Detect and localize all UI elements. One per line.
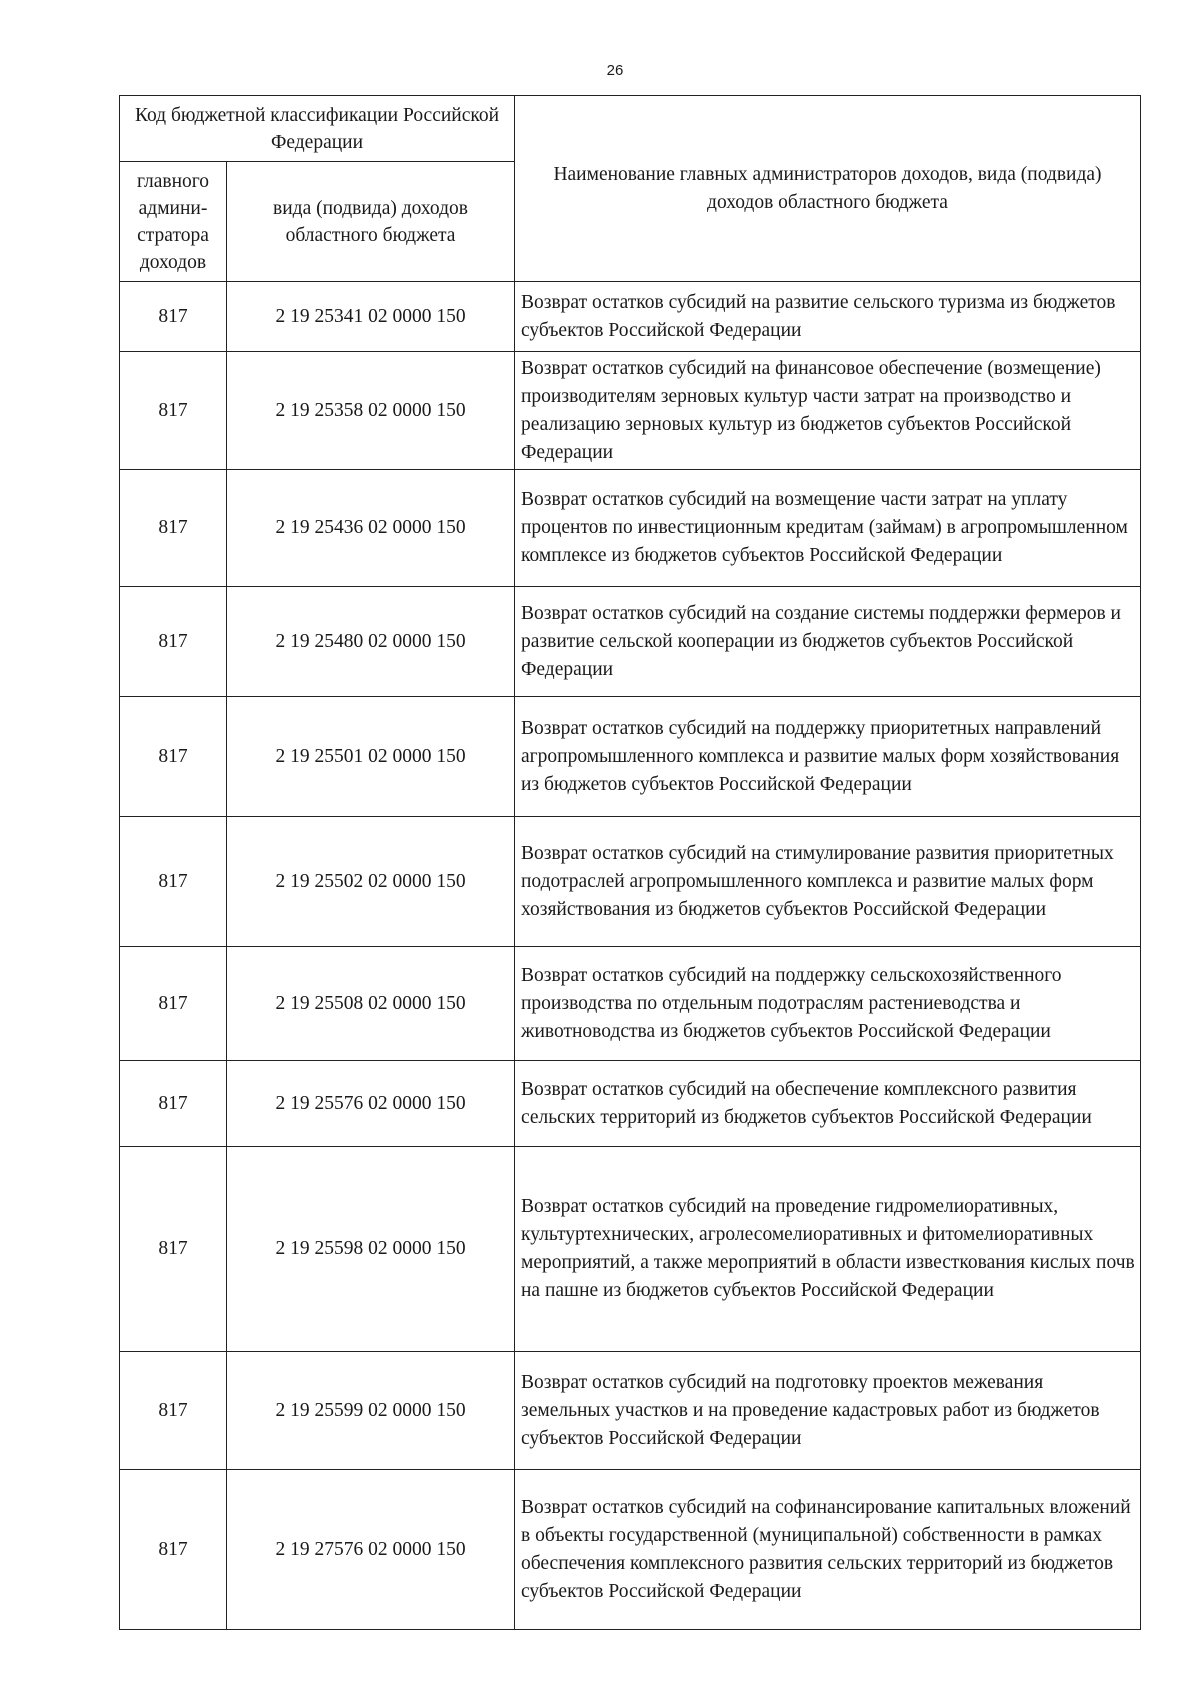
income-name-cell: Возврат остатков субсидий на софинансирование капитальных вложений в объекты государственной (муниципальной) собственности в рамках обеспечения комплексного развития сельских территорий из бюджетов субъектов Российской Федерации bbox=[515, 1470, 1141, 1630]
table-row bbox=[120, 947, 1141, 1061]
administrator-code-cell: 817 bbox=[120, 1147, 227, 1352]
income-code-cell: 2 19 25501 02 0000 150 bbox=[227, 697, 515, 817]
table-header bbox=[120, 96, 1141, 282]
header-budget-code-group: Код бюджетной классификации Российской Федерации bbox=[120, 96, 515, 162]
income-name-cell: Возврат остатков субсидий на подготовку проектов межевания земельных участков и на проведение кадастровых работ из бюджетов субъектов Российской Федерации bbox=[515, 1352, 1141, 1470]
income-name-cell: Возврат остатков субсидий на поддержку сельскохозяйственного производства по отдельным подотраслям растениеводства и животноводства из бюджетов субъектов Российской Федерации bbox=[515, 947, 1141, 1061]
income-name-cell: Возврат остатков субсидий на проведение гидромелиоративных, культуртехнических, агролесомелиоративных и фитомелиоративных мероприятий, а также мероприятий в области известкования кислых почв на пашне из бюджетов субъектов Российской Федерации bbox=[515, 1147, 1141, 1352]
income-code-cell: 2 19 25436 02 0000 150 bbox=[227, 470, 515, 587]
table-row bbox=[120, 1470, 1141, 1630]
income-code-cell: 2 19 25598 02 0000 150 bbox=[227, 1147, 515, 1352]
table-row bbox=[120, 352, 1141, 470]
administrator-code-cell: 817 bbox=[120, 587, 227, 697]
income-name-cell: Возврат остатков субсидий на стимулирование развития приоритетных подотраслей агропромышленного комплекса и развитие малых форм хозяйствования из бюджетов субъектов Российской Федерации bbox=[515, 817, 1141, 947]
administrator-code-cell: 817 bbox=[120, 1470, 227, 1630]
income-code-cell: 2 19 25508 02 0000 150 bbox=[227, 947, 515, 1061]
header-main-administrator: главного админи-стратора доходов bbox=[120, 162, 227, 282]
table-row bbox=[120, 470, 1141, 587]
table-row bbox=[120, 1061, 1141, 1147]
header-administrator-name: Наименование главных администраторов доходов, вида (подвида) доходов областного бюджета bbox=[515, 96, 1141, 282]
table-row bbox=[120, 282, 1141, 352]
administrator-code-cell: 817 bbox=[120, 1352, 227, 1470]
income-name-cell: Возврат остатков субсидий на обеспечение комплексного развития сельских территорий из бюджетов субъектов Российской Федерации bbox=[515, 1061, 1141, 1147]
administrator-code-cell: 817 bbox=[120, 817, 227, 947]
administrator-code-cell: 817 bbox=[120, 282, 227, 352]
income-code-cell: 2 19 25599 02 0000 150 bbox=[227, 1352, 515, 1470]
income-name-cell: Возврат остатков субсидий на поддержку приоритетных направлений агропромышленного комплекса и развитие малых форм хозяйствования из бюджетов субъектов Российской Федерации bbox=[515, 697, 1141, 817]
income-code-cell: 2 19 25358 02 0000 150 bbox=[227, 352, 515, 470]
income-name-cell: Возврат остатков субсидий на создание системы поддержки фермеров и развитие сельской кооперации из бюджетов субъектов Российской Федерации bbox=[515, 587, 1141, 697]
income-code-cell: 2 19 25480 02 0000 150 bbox=[227, 587, 515, 697]
header-income-type: вида (подвида) доходов областного бюджета bbox=[227, 162, 515, 282]
administrator-code-cell: 817 bbox=[120, 470, 227, 587]
income-code-cell: 2 19 25502 02 0000 150 bbox=[227, 817, 515, 947]
table-row bbox=[120, 817, 1141, 947]
budget-classification-table bbox=[119, 95, 1141, 1630]
income-name-cell: Возврат остатков субсидий на развитие сельского туризма из бюджетов субъектов Российской Федерации bbox=[515, 282, 1141, 352]
income-code-cell: 2 19 25576 02 0000 150 bbox=[227, 1061, 515, 1147]
administrator-code-cell: 817 bbox=[120, 697, 227, 817]
income-name-cell: Возврат остатков субсидий на возмещение части затрат на уплату процентов по инвестиционным кредитам (займам) в агропромышленном комплексе из бюджетов субъектов Российской Федерации bbox=[515, 470, 1141, 587]
table-body bbox=[120, 282, 1141, 1630]
table-row bbox=[120, 1147, 1141, 1352]
table-row bbox=[120, 587, 1141, 697]
administrator-code-cell: 817 bbox=[120, 352, 227, 470]
page-number: 26 bbox=[606, 62, 624, 79]
table-row bbox=[120, 1352, 1141, 1470]
income-code-cell: 2 19 25341 02 0000 150 bbox=[227, 282, 515, 352]
income-code-cell: 2 19 27576 02 0000 150 bbox=[227, 1470, 515, 1630]
administrator-code-cell: 817 bbox=[120, 1061, 227, 1147]
income-name-cell: Возврат остатков субсидий на финансовое обеспечение (возмещение) производителям зерновых культур части затрат на производство и реализацию зерновых культур из бюджетов субъектов Российской Федерации bbox=[515, 352, 1141, 470]
administrator-code-cell: 817 bbox=[120, 947, 227, 1061]
table-row bbox=[120, 697, 1141, 817]
